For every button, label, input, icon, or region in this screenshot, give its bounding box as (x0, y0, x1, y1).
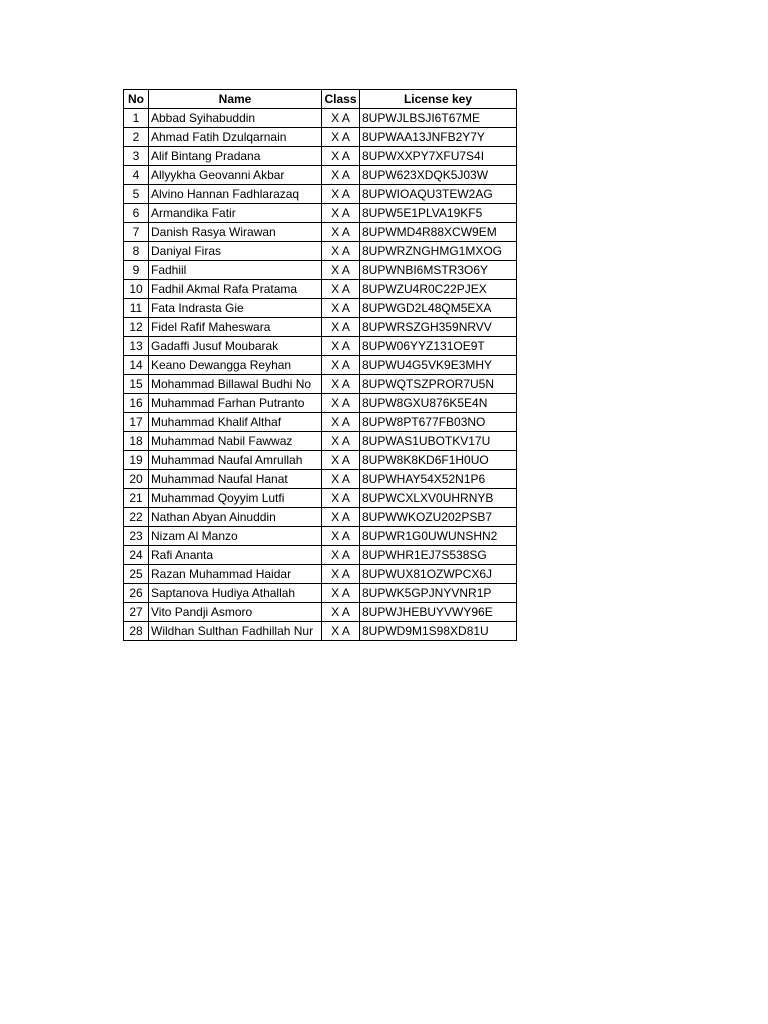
table-row (124, 128, 517, 147)
header-name: Name (149, 90, 322, 109)
student-name: Nizam Al Manzo (149, 527, 322, 546)
license-key-cell: 8UPWD9M1S98XD81U (360, 622, 517, 641)
table-row (124, 337, 517, 356)
row-number: 21 (124, 489, 149, 508)
row-number: 28 (124, 622, 149, 641)
row-number: 8 (124, 242, 149, 261)
class-cell: X A (322, 432, 360, 451)
table-row (124, 470, 517, 489)
class-cell: X A (322, 451, 360, 470)
license-key-cell: 8UPWGD2L48QM5EXA (360, 299, 517, 318)
license-key-cell: 8UPWR1G0UWUNSHN2 (360, 527, 517, 546)
license-key-cell: 8UPWIOAQU3TEW2AG (360, 185, 517, 204)
student-name: Muhammad Khalif Althaf (149, 413, 322, 432)
student-name: Muhammad Farhan Putranto (149, 394, 322, 413)
license-key-cell: 8UPWZU4R0C22PJEX (360, 280, 517, 299)
row-number: 11 (124, 299, 149, 318)
license-key-cell: 8UPW623XDQK5J03W (360, 166, 517, 185)
class-cell: X A (322, 356, 360, 375)
table-row (124, 489, 517, 508)
row-number: 7 (124, 223, 149, 242)
class-cell: X A (322, 584, 360, 603)
row-number: 23 (124, 527, 149, 546)
table-row (124, 147, 517, 166)
class-cell: X A (322, 280, 360, 299)
student-name: Razan Muhammad Haidar (149, 565, 322, 584)
table-row (124, 166, 517, 185)
class-cell: X A (322, 565, 360, 584)
class-cell: X A (322, 413, 360, 432)
student-name: Muhammad Naufal Amrullah (149, 451, 322, 470)
table-row (124, 451, 517, 470)
class-cell: X A (322, 166, 360, 185)
license-key-cell: 8UPW06YYZ131OE9T (360, 337, 517, 356)
class-cell: X A (322, 337, 360, 356)
table-row (124, 622, 517, 641)
license-key-cell: 8UPWNBI6MSTR3O6Y (360, 261, 517, 280)
table-row (124, 223, 517, 242)
table-row (124, 413, 517, 432)
student-name: Vito Pandji Asmoro (149, 603, 322, 622)
license-key-cell: 8UPWRSZGH359NRVV (360, 318, 517, 337)
license-key-cell: 8UPW5E1PLVA19KF5 (360, 204, 517, 223)
license-key-cell: 8UPWK5GPJNYVNR1P (360, 584, 517, 603)
row-number: 13 (124, 337, 149, 356)
student-name: Alvino Hannan Fadhlarazaq (149, 185, 322, 204)
license-key-cell: 8UPWHR1EJ7S538SG (360, 546, 517, 565)
student-name: Keano Dewangga Reyhan (149, 356, 322, 375)
license-key-cell: 8UPWQTSZPROR7U5N (360, 375, 517, 394)
license-key-cell: 8UPWMD4R88XCW9EM (360, 223, 517, 242)
class-cell: X A (322, 394, 360, 413)
table-body (124, 109, 517, 641)
student-name: Saptanova Hudiya Athallah (149, 584, 322, 603)
table-row (124, 242, 517, 261)
student-name: Mohammad Billawal Budhi No (149, 375, 322, 394)
class-cell: X A (322, 318, 360, 337)
student-name: Alif Bintang Pradana (149, 147, 322, 166)
license-key-cell: 8UPWU4G5VK9E3MHY (360, 356, 517, 375)
class-cell: X A (322, 546, 360, 565)
table-row (124, 261, 517, 280)
table-row (124, 375, 517, 394)
class-cell: X A (322, 204, 360, 223)
table-row (124, 603, 517, 622)
table-row (124, 280, 517, 299)
license-key-cell: 8UPW8K8KD6F1H0UO (360, 451, 517, 470)
row-number: 9 (124, 261, 149, 280)
row-number: 5 (124, 185, 149, 204)
class-cell: X A (322, 147, 360, 166)
license-key-cell: 8UPWAA13JNFB2Y7Y (360, 128, 517, 147)
table-row (124, 432, 517, 451)
student-name: Fadhil Akmal Rafa Pratama (149, 280, 322, 299)
class-cell: X A (322, 622, 360, 641)
table-row (124, 109, 517, 128)
row-number: 18 (124, 432, 149, 451)
row-number: 16 (124, 394, 149, 413)
row-number: 10 (124, 280, 149, 299)
student-name: Muhammad Naufal Hanat (149, 470, 322, 489)
student-name: Nathan Abyan Ainuddin (149, 508, 322, 527)
row-number: 4 (124, 166, 149, 185)
student-name: Fadhiil (149, 261, 322, 280)
table-row (124, 508, 517, 527)
class-cell: X A (322, 603, 360, 622)
row-number: 24 (124, 546, 149, 565)
class-cell: X A (322, 508, 360, 527)
row-number: 2 (124, 128, 149, 147)
header-no: No (124, 90, 149, 109)
student-name: Gadaffi Jusuf Moubarak (149, 337, 322, 356)
table-row (124, 394, 517, 413)
row-number: 17 (124, 413, 149, 432)
header-license-key: License key (360, 90, 517, 109)
class-cell: X A (322, 128, 360, 147)
license-key-cell: 8UPWCXLXV0UHRNYB (360, 489, 517, 508)
row-number: 3 (124, 147, 149, 166)
row-number: 26 (124, 584, 149, 603)
table-row (124, 299, 517, 318)
student-name: Ahmad Fatih Dzulqarnain (149, 128, 322, 147)
student-name: Fata Indrasta Gie (149, 299, 322, 318)
class-cell: X A (322, 299, 360, 318)
student-name: Daniyal Firas (149, 242, 322, 261)
table-row (124, 318, 517, 337)
header-row (124, 90, 517, 109)
table-header (124, 90, 517, 109)
license-key-cell: 8UPW8PT677FB03NO (360, 413, 517, 432)
license-key-sheet (123, 89, 517, 641)
student-name: Fidel Rafif Maheswara (149, 318, 322, 337)
table-row (124, 584, 517, 603)
student-name: Allyykha Geovanni Akbar (149, 166, 322, 185)
license-key-cell: 8UPWRZNGHMG1MXOG (360, 242, 517, 261)
license-key-cell: 8UPW8GXU876K5E4N (360, 394, 517, 413)
class-cell: X A (322, 375, 360, 394)
class-cell: X A (322, 109, 360, 128)
license-key-cell: 8UPWAS1UBOTKV17U (360, 432, 517, 451)
row-number: 6 (124, 204, 149, 223)
license-key-cell: 8UPWXXPY7XFU7S4I (360, 147, 517, 166)
header-class: Class (322, 90, 360, 109)
student-name: Danish Rasya Wirawan (149, 223, 322, 242)
student-name: Wildhan Sulthan Fadhillah Nur (149, 622, 322, 641)
class-cell: X A (322, 223, 360, 242)
row-number: 14 (124, 356, 149, 375)
license-key-cell: 8UPWUX81OZWPCX6J (360, 565, 517, 584)
row-number: 22 (124, 508, 149, 527)
license-key-cell: 8UPWJHEBUYVWY96E (360, 603, 517, 622)
license-key-table (123, 89, 517, 641)
student-name: Muhammad Nabil Fawwaz (149, 432, 322, 451)
row-number: 15 (124, 375, 149, 394)
row-number: 1 (124, 109, 149, 128)
table-row (124, 546, 517, 565)
table-row (124, 204, 517, 223)
class-cell: X A (322, 185, 360, 204)
table-row (124, 527, 517, 546)
row-number: 25 (124, 565, 149, 584)
row-number: 19 (124, 451, 149, 470)
class-cell: X A (322, 261, 360, 280)
class-cell: X A (322, 242, 360, 261)
table-row (124, 356, 517, 375)
class-cell: X A (322, 489, 360, 508)
student-name: Armandika Fatir (149, 204, 322, 223)
table-row (124, 565, 517, 584)
table-row (124, 185, 517, 204)
class-cell: X A (322, 470, 360, 489)
student-name: Rafi Ananta (149, 546, 322, 565)
class-cell: X A (322, 527, 360, 546)
license-key-cell: 8UPWWKOZU202PSB7 (360, 508, 517, 527)
row-number: 12 (124, 318, 149, 337)
license-key-cell: 8UPWJLBSJI6T67ME (360, 109, 517, 128)
row-number: 27 (124, 603, 149, 622)
student-name: Muhammad Qoyyim Lutfi (149, 489, 322, 508)
row-number: 20 (124, 470, 149, 489)
student-name: Abbad Syihabuddin (149, 109, 322, 128)
license-key-cell: 8UPWHAY54X52N1P6 (360, 470, 517, 489)
